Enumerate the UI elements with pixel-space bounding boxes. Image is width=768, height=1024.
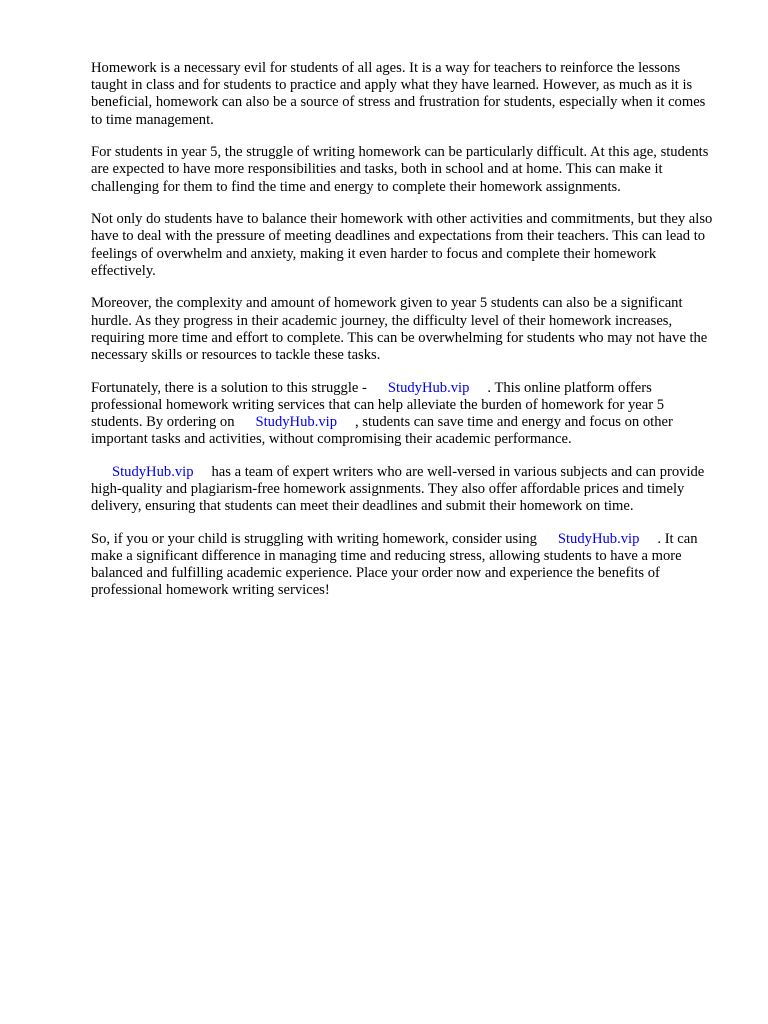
paragraph-complexity bbox=[91, 295, 719, 364]
paragraph-text: Fortunately, there is a solution to this struggle - bbox=[91, 379, 367, 396]
paragraph-text: Homework is a necessary evil for students of all ages. It is a way for teachers to reinforce the lessons taught in class and for students to practice and apply what they have learned. However, as much as it is beneficial, homework can also be a source of stress and frustration for students, especially when it comes to time management. bbox=[91, 60, 706, 128]
paragraph-text: . It can make a significant difference in managing time and reducing stress, allowing students to have a more balanced and fulfilling academic experience. Place your order now and experience the benefits of professional homework writing services! bbox=[91, 530, 698, 599]
paragraph-text: So, if you or your child is struggling with writing homework, consider using bbox=[91, 530, 537, 547]
paragraph-solution bbox=[91, 380, 719, 449]
paragraph-intro bbox=[91, 60, 719, 129]
paragraph-text: For students in year 5, the struggle of writing homework can be particularly difficult. At this age, students are expected to have more responsibilities and tasks, both in school and at home. This can make it challenging for them to find the time and energy to complete their homework assignments. bbox=[91, 144, 709, 195]
studyhub-link[interactable]: StudyHub.vip bbox=[112, 463, 194, 480]
paragraph-year5-struggle bbox=[91, 144, 719, 196]
paragraph-text: has a team of expert writers who are well-versed in various subjects and can provide high-quality and plagiarism-free homework assignments. They also offer affordable prices and timely delivery, ensuring that students can meet their deadlines and submit their homework on time. bbox=[91, 463, 705, 515]
paragraph-text: Not only do students have to balance their homework with other activities and commitments, but they also have to deal with the pressure of meeting deadlines and expectations from their teachers. This can lead to feelings of overwhelm and anxiety, making it even harder to focus and complete their homework effectively. bbox=[91, 211, 713, 279]
paragraph-conclusion bbox=[91, 531, 719, 600]
paragraph-text: . This online platform offers professional homework writing services that can help alleviate the burden of homework for year 5 students. By ordering on bbox=[91, 379, 665, 431]
paragraph-writers bbox=[91, 464, 719, 516]
paragraph-balance bbox=[91, 211, 719, 280]
paragraph-text: , students can save time and energy and focus on other important tasks and activities, without compromising their academic performance. bbox=[91, 414, 673, 448]
document-body bbox=[91, 60, 719, 615]
paragraph-text: Moreover, the complexity and amount of homework given to year 5 students can also be a significant hurdle. As they progress in their academic journey, the difficulty level of their homework increases, requiring more time and effort to complete. This can be overwhelming for students who may not have the necessary skills or resources to tackle these tasks. bbox=[91, 295, 708, 364]
studyhub-link[interactable]: StudyHub.vip bbox=[255, 414, 337, 431]
studyhub-link[interactable]: StudyHub.vip bbox=[387, 379, 470, 396]
studyhub-link[interactable]: StudyHub.vip bbox=[557, 530, 640, 547]
